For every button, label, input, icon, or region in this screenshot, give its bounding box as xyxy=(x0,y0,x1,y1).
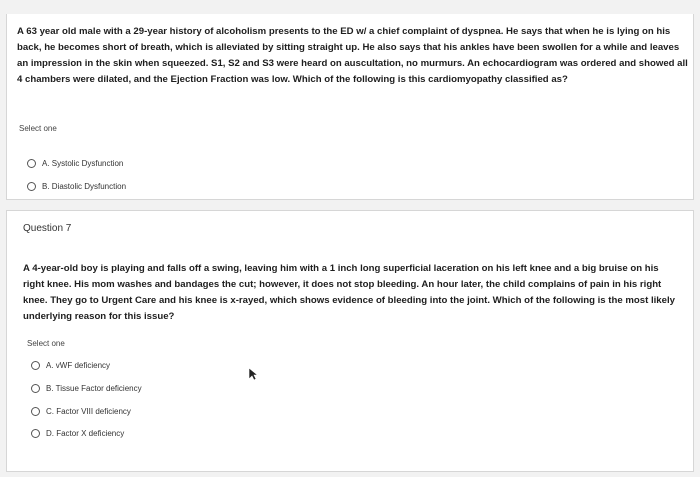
option-tissue-factor-deficiency[interactable] xyxy=(31,381,142,395)
question-6-text: A 63 year old male with a 29-year history of alcoholism presents to the ED w/ a chief complaint of dyspnea. He says that when he is lying on his back, he becomes short of breath, which is alleviated by sitting straight up. He also says that his ankles have been swollen for a while and leaves an impression in the skin when squeezed. S1, S2 and S3 were heard on auscultation, no murmurs. An echocardiogram was ordered and showed all 4 chambers were dilated, and the Ejection Fraction was low. Which of the following is this cardiomyopathy classified as? xyxy=(17,26,688,85)
radio-icon[interactable] xyxy=(27,182,36,191)
option-label: B. Diastolic Dysfunction xyxy=(42,181,127,191)
option-label: A. vWF deficiency xyxy=(46,360,111,370)
option-systolic-dysfunction[interactable] xyxy=(27,156,123,170)
option-label: A. Systolic Dysfunction xyxy=(42,158,124,168)
question-7-select-label: Select one xyxy=(27,339,65,348)
question-7-card xyxy=(6,210,694,472)
option-factor-viii-deficiency[interactable] xyxy=(31,404,131,418)
option-label: C. Factor VIII deficiency xyxy=(46,406,131,416)
option-factor-x-deficiency[interactable] xyxy=(31,426,124,440)
mouse-pointer-icon xyxy=(248,367,258,381)
radio-icon[interactable] xyxy=(31,407,40,416)
option-label: D. Factor X deficiency xyxy=(46,428,125,438)
question-6-select-label: Select one xyxy=(19,124,57,133)
radio-icon[interactable] xyxy=(27,159,36,168)
question-6-card xyxy=(6,14,694,200)
question-7-text: A 4-year-old boy is playing and falls off a swing, leaving him with a 1 inch long superficial laceration on his left knee and a big bruise on his right knee. His mom washes and bandages the cut; however, it does not stop bleeding. An hour later, the child complains of pain in his right knee. They go to Urgent Care and his knee is x-rayed, which shows evidence of bleeding into the joint. Which of the following is the most likely underlying reason for this issue? xyxy=(23,263,675,322)
question-7-number: Question 7 xyxy=(23,223,72,234)
radio-icon[interactable] xyxy=(31,361,40,370)
radio-icon[interactable] xyxy=(31,429,40,438)
option-label: B. Tissue Factor deficiency xyxy=(46,383,142,393)
option-diastolic-dysfunction[interactable] xyxy=(27,179,126,193)
radio-icon[interactable] xyxy=(31,384,40,393)
option-vwf-deficiency[interactable] xyxy=(31,358,110,372)
